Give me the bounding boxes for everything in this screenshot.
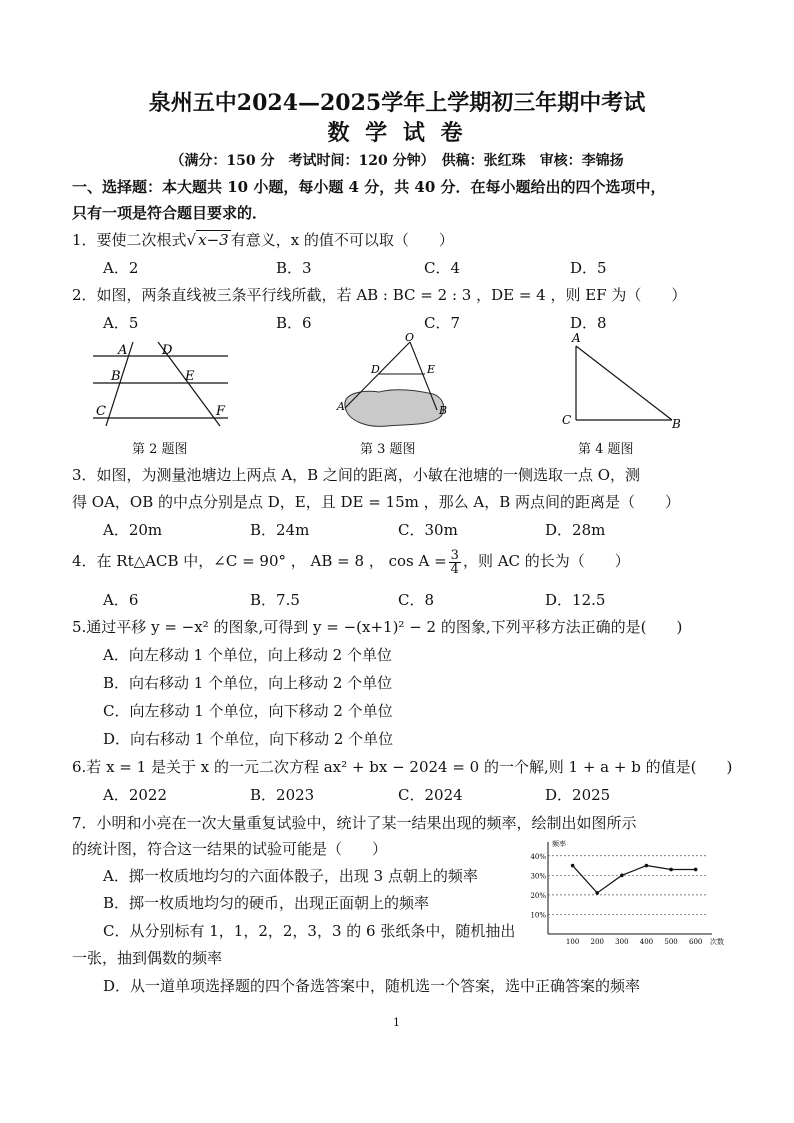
q6-option-a: A．2022	[103, 786, 168, 804]
fig4-caption: 第 4 题图	[578, 442, 634, 457]
y-tick-label: 10%	[530, 911, 546, 920]
question-4	[72, 546, 630, 576]
sqrt-sign: √	[186, 231, 197, 249]
q6-option-d: D．2025	[545, 786, 611, 804]
q7-option-a: A．掷一枚质地均匀的六面体骰子，出现 3 点朝上的频率	[103, 867, 478, 885]
q3-option-a: A．20m	[103, 521, 163, 539]
q4-option-a: A．6	[103, 591, 139, 609]
fig4-label-a: A	[572, 331, 581, 345]
y-axis-label: 频率	[552, 840, 566, 848]
x-tick-label: 600	[689, 938, 703, 946]
x-tick-label: 200	[590, 938, 604, 946]
fig2-label-a: A	[118, 343, 128, 358]
q2-option-a: A．5	[103, 314, 139, 332]
fig4-label-b: B	[672, 417, 681, 431]
q2-option-d: D．8	[570, 314, 607, 332]
exam-subtitle: 数 学 试 卷	[327, 120, 467, 146]
q2-option-b: B．6	[276, 314, 312, 332]
q3-option-b: B．24m	[250, 521, 310, 539]
x-tick-label: 400	[639, 938, 654, 946]
data-point	[694, 868, 698, 872]
q3-option-d: D．28m	[545, 521, 606, 539]
exam-info: （满分：150 分 考试时间：120 分钟） 供稿：张红珠 审核：李锦扬	[170, 153, 624, 169]
data-point	[595, 891, 599, 895]
fig2-label-c: C	[96, 404, 106, 419]
q3-option-c: C．30m	[398, 521, 458, 539]
data-point	[669, 868, 673, 872]
fig4-label-c: C	[562, 413, 572, 427]
q2-option-c: C．7	[424, 314, 461, 332]
q1-radicand: x−3	[198, 231, 229, 249]
question-6: 6.若 x = 1 是关于 x 的一元二次方程 ax² + bx − 2024 = 0 的一个解,则 1 + a + b 的值是( )	[72, 758, 733, 776]
x-tick-label: 300	[615, 938, 629, 946]
q4-post: ，则 AC 的长为（ ）	[462, 552, 630, 570]
q5-option-b: B．向右移动 1 个单位，向上移动 2 个单位	[103, 674, 393, 692]
q1-option-c: C．4	[424, 259, 461, 277]
y-tick-label: 30%	[530, 872, 546, 881]
question-1	[72, 230, 454, 250]
question-3-line2: 得 OA，OB 的中点分别是点 D，E，且 DE = 15m ，那么 A，B 两点间的距离是（ ）	[72, 493, 681, 511]
q6-option-c: C．2024	[398, 786, 463, 804]
q7-option-b: B．掷一枚质地均匀的硬币，出现正面朝上的频率	[103, 894, 430, 912]
q1-option-d: D．5	[570, 259, 607, 277]
q4-denominator: 4	[450, 561, 459, 577]
q4-option-d: D．12.5	[545, 591, 606, 609]
fig3-caption: 第 3 题图	[360, 442, 416, 457]
data-point	[571, 864, 575, 868]
figure-3	[335, 332, 455, 432]
frequency-line-chart	[528, 838, 724, 948]
fig3-label-b: B	[439, 404, 448, 417]
fig3-label-a: A	[337, 400, 345, 413]
fig3-label-d: D	[371, 363, 380, 376]
fig2-caption: 第 2 题图	[132, 442, 188, 457]
data-point	[620, 874, 624, 878]
page-number: 1	[393, 1016, 400, 1029]
question-5: 5.通过平移 y = −x² 的图象,可得到 y = −(x+1)² − 2 的图象,下列平移方法正确的是( )	[72, 618, 683, 636]
question-7-line1: 7．小明和小亮在一次大量重复试验中，统计了某一结果出现的频率，绘制出如图所示	[72, 814, 637, 832]
q4-option-c: C．8	[398, 591, 435, 609]
q7-option-c-line2: 一张，抽到偶数的频率	[72, 949, 223, 967]
question-2: 2．如图，两条直线被三条平行线所截，若 AB : BC = 2 : 3 ，DE = 4 ，则 EF 为（ ）	[72, 286, 687, 304]
fig3-label-e: E	[427, 363, 436, 376]
data-point	[645, 864, 649, 868]
fig2-label-b: B	[111, 369, 121, 384]
q4-pre: 4．在 Rt△ACB 中，∠C = 90° ， AB = 8 ， cos A =	[72, 552, 447, 570]
exam-title: 泉州五中2024—2025学年上学期初三年期中考试	[148, 90, 646, 116]
q4-option-b: B．7.5	[250, 591, 300, 609]
q4-fraction	[449, 549, 461, 576]
figure-4	[560, 332, 690, 432]
y-tick-label: 40%	[530, 852, 546, 861]
fig2-label-d: D	[162, 343, 173, 358]
q5-option-c: C．向左移动 1 个单位，向下移动 2 个单位	[103, 702, 393, 720]
x-axis-label: 次数	[710, 938, 724, 946]
question-7-line2: 的统计图，符合这一结果的试验可能是（ ）	[72, 840, 388, 858]
q5-option-a: A．向左移动 1 个单位，向上移动 2 个单位	[103, 646, 392, 664]
q4-numerator: 3	[450, 547, 459, 563]
q7-option-c-line1: C．从分别标有 1，1，2，2，3，3 的 6 张纸条中，随机抽出	[103, 922, 516, 940]
x-tick-label: 100	[565, 938, 580, 946]
fig2-label-f: F	[216, 404, 226, 419]
q1-option-a: A．2	[103, 259, 139, 277]
section-instructions-line2: 只有一项是符合题目要求的．	[72, 204, 268, 222]
question-3-line1: 3．如图，为测量池塘边上两点 A，B 之间的距离，小敏在池塘的一侧选取一点 O，测	[72, 466, 641, 484]
q7-option-d: D．从一道单项选择题的四个备选答案中，随机选一个答案，选中正确答案的频率	[103, 977, 641, 995]
fig3-label-o: O	[405, 331, 415, 344]
figure-2	[88, 338, 238, 428]
section-instructions-line1: 一、选择题：本大题共 10 小题，每小题 4 分，共 40 分．在每小题给出的四个选项中，	[72, 178, 666, 196]
q6-option-b: B．2023	[250, 786, 315, 804]
q1-pre: 1．要使二次根式	[72, 231, 187, 249]
q5-option-d: D．向右移动 1 个单位，向下移动 2 个单位	[103, 730, 394, 748]
q1-option-b: B．3	[276, 259, 312, 277]
y-tick-label: 20%	[530, 891, 546, 900]
fig2-label-e: E	[185, 369, 195, 384]
x-tick-label: 500	[664, 938, 678, 946]
frequency-series-line	[573, 866, 696, 893]
q1-post: 有意义，x 的值不可以取（ ）	[230, 231, 454, 249]
